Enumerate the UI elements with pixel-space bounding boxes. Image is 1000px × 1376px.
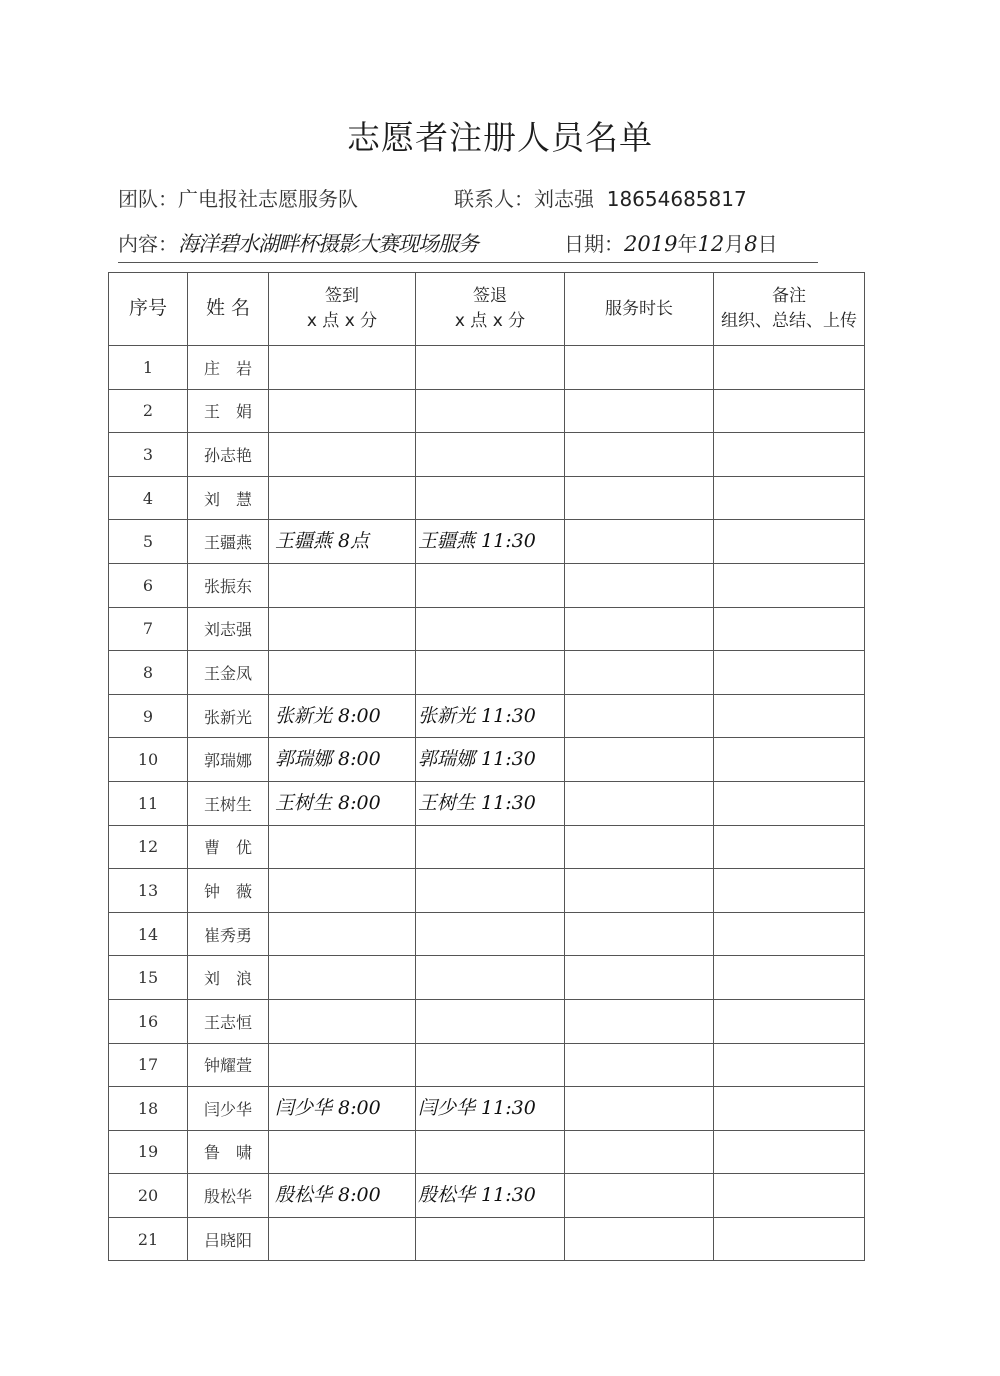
signout-cell <box>416 912 565 956</box>
team-label: 团队： <box>118 187 178 211</box>
table-row <box>109 476 865 520</box>
signin-cell <box>269 389 416 433</box>
signout-cell <box>416 825 565 869</box>
signin-cell <box>269 346 416 390</box>
remarks-cell <box>714 956 865 1000</box>
remarks-cell <box>714 651 865 695</box>
team-value: 广电报社志愿服务队 <box>178 187 358 211</box>
row-name: 刘 浪 <box>188 956 269 1000</box>
row-name: 王树生 <box>188 781 269 825</box>
duration-cell <box>565 563 714 607</box>
duration-cell <box>565 825 714 869</box>
remarks-cell <box>714 346 865 390</box>
table-row <box>109 1174 865 1218</box>
row-number: 2 <box>109 389 188 433</box>
duration-cell <box>565 869 714 913</box>
duration-cell <box>565 607 714 651</box>
row-name: 张振东 <box>188 563 269 607</box>
row-name: 崔秀勇 <box>188 912 269 956</box>
row-number: 17 <box>109 1043 188 1087</box>
col-header-remarks: 备注 组织、总结、上传 <box>714 273 865 346</box>
remarks-cell <box>714 607 865 651</box>
remarks-cell <box>714 912 865 956</box>
row-number: 4 <box>109 476 188 520</box>
signin-cell <box>269 694 416 738</box>
table-row <box>109 999 865 1043</box>
signin-signature: 张新光 8:00 <box>275 704 381 727</box>
duration-cell <box>565 389 714 433</box>
duration-cell <box>565 694 714 738</box>
signin-cell <box>269 738 416 782</box>
signout-cell <box>416 869 565 913</box>
remarks-cell <box>714 520 865 564</box>
row-name: 闫少华 <box>188 1087 269 1131</box>
signin-cell <box>269 912 416 956</box>
duration-cell <box>565 651 714 695</box>
signout-cell <box>416 389 565 433</box>
row-name: 刘 慧 <box>188 476 269 520</box>
row-name: 郭瑞娜 <box>188 738 269 782</box>
row-number: 12 <box>109 825 188 869</box>
content-line <box>118 228 818 263</box>
row-name: 刘志强 <box>188 607 269 651</box>
signout-cell <box>416 607 565 651</box>
date-day-unit: 日 <box>757 232 778 256</box>
signout-cell <box>416 520 565 564</box>
signin-cell <box>269 1130 416 1174</box>
row-number: 3 <box>109 433 188 477</box>
table-row <box>109 694 865 738</box>
signout-cell <box>416 781 565 825</box>
duration-cell <box>565 346 714 390</box>
signout-cell <box>416 433 565 477</box>
duration-cell <box>565 999 714 1043</box>
row-name: 王 娟 <box>188 389 269 433</box>
signout-cell <box>416 563 565 607</box>
table-row <box>109 346 865 390</box>
row-number: 10 <box>109 738 188 782</box>
signout-cell <box>416 1217 565 1261</box>
table-row <box>109 563 865 607</box>
signout-cell <box>416 1043 565 1087</box>
row-number: 7 <box>109 607 188 651</box>
row-name: 殷松华 <box>188 1174 269 1218</box>
duration-cell <box>565 956 714 1000</box>
signout-cell <box>416 956 565 1000</box>
signout-cell <box>416 346 565 390</box>
contact-label: 联系人： <box>454 187 534 211</box>
row-number: 9 <box>109 694 188 738</box>
row-number: 5 <box>109 520 188 564</box>
table-row <box>109 389 865 433</box>
signout-cell <box>416 476 565 520</box>
remarks-cell <box>714 869 865 913</box>
row-number: 8 <box>109 651 188 695</box>
remarks-cell <box>714 563 865 607</box>
duration-cell <box>565 1174 714 1218</box>
date-day: 8 <box>744 232 758 256</box>
duration-cell <box>565 433 714 477</box>
row-name: 张新光 <box>188 694 269 738</box>
remarks-cell <box>714 825 865 869</box>
date-year: 2019 <box>624 232 678 256</box>
signin-cell <box>269 825 416 869</box>
remarks-cell <box>714 433 865 477</box>
date-label: 日期： <box>564 232 624 256</box>
table-row <box>109 1130 865 1174</box>
table-row <box>109 912 865 956</box>
duration-cell <box>565 781 714 825</box>
duration-cell <box>565 476 714 520</box>
row-number: 15 <box>109 956 188 1000</box>
signout-cell <box>416 694 565 738</box>
signout-cell <box>416 651 565 695</box>
date-year-unit: 年 <box>677 232 698 256</box>
signin-signature: 王树生 8:00 <box>275 791 381 814</box>
row-name: 王志恒 <box>188 999 269 1043</box>
signin-signature: 王疆燕 8点 <box>275 530 370 553</box>
signin-cell <box>269 869 416 913</box>
duration-cell <box>565 520 714 564</box>
row-name: 钟耀萱 <box>188 1043 269 1087</box>
row-number: 6 <box>109 563 188 607</box>
signin-cell <box>269 607 416 651</box>
phone-number: 18654685817 <box>606 187 747 211</box>
duration-cell <box>565 1087 714 1131</box>
row-number: 16 <box>109 999 188 1043</box>
table-row <box>109 956 865 1000</box>
col-header-no: 序号 <box>109 273 188 346</box>
remarks-cell <box>714 999 865 1043</box>
table-row <box>109 781 865 825</box>
row-number: 18 <box>109 1087 188 1131</box>
signin-cell <box>269 1043 416 1087</box>
signin-cell <box>269 1087 416 1131</box>
signout-cell <box>416 1087 565 1131</box>
contact-value: 刘志强 <box>534 187 594 211</box>
signin-signature: 郭瑞娜 8:00 <box>275 748 381 771</box>
table-row <box>109 651 865 695</box>
row-name: 吕晓阳 <box>188 1217 269 1261</box>
signin-cell <box>269 433 416 477</box>
row-number: 21 <box>109 1217 188 1261</box>
col-header-duration: 服务时长 <box>565 273 714 346</box>
table-header-row <box>109 273 865 346</box>
signin-signature: 闫少华 8:00 <box>275 1097 381 1120</box>
row-number: 11 <box>109 781 188 825</box>
remarks-cell <box>714 1043 865 1087</box>
signin-signature: 殷松华 8:00 <box>275 1184 381 1207</box>
signout-cell <box>416 1174 565 1218</box>
row-name: 庄 岩 <box>188 346 269 390</box>
table-row <box>109 738 865 782</box>
remarks-cell <box>714 389 865 433</box>
table-row <box>109 607 865 651</box>
row-name: 鲁 啸 <box>188 1130 269 1174</box>
row-name: 王疆燕 <box>188 520 269 564</box>
signin-cell <box>269 476 416 520</box>
row-name: 王金凤 <box>188 651 269 695</box>
team-line <box>118 183 858 212</box>
signout-signature: 王树生 11:30 <box>418 791 536 814</box>
signin-cell <box>269 520 416 564</box>
page-title: 志愿者注册人员名单 <box>347 118 653 157</box>
remarks-cell <box>714 694 865 738</box>
remarks-cell <box>714 476 865 520</box>
date-month-unit: 月 <box>724 232 745 256</box>
signout-signature: 张新光 11:30 <box>418 704 536 727</box>
signout-signature: 王疆燕 11:30 <box>418 530 536 553</box>
col-header-signin: 签到 x 点 x 分 <box>269 273 416 346</box>
date-info <box>564 228 778 257</box>
row-number: 13 <box>109 869 188 913</box>
row-number: 14 <box>109 912 188 956</box>
col-header-signout: 签退 x 点 x 分 <box>416 273 565 346</box>
row-number: 1 <box>109 346 188 390</box>
row-number: 20 <box>109 1174 188 1218</box>
signin-cell <box>269 999 416 1043</box>
signout-signature: 殷松华 11:30 <box>418 1184 536 1207</box>
row-name: 孙志艳 <box>188 433 269 477</box>
col-header-name: 姓 名 <box>188 273 269 346</box>
volunteer-table <box>108 272 865 1261</box>
signin-cell <box>269 956 416 1000</box>
signout-cell <box>416 738 565 782</box>
signout-signature: 郭瑞娜 11:30 <box>418 748 536 771</box>
table-row <box>109 1217 865 1261</box>
duration-cell <box>565 912 714 956</box>
contact-info <box>454 183 747 212</box>
duration-cell <box>565 1043 714 1087</box>
duration-cell <box>565 1130 714 1174</box>
row-name: 曹 优 <box>188 825 269 869</box>
remarks-cell <box>714 1217 865 1261</box>
content-label: 内容： <box>118 232 178 256</box>
signin-cell <box>269 1217 416 1261</box>
date-month: 12 <box>697 232 725 256</box>
signin-cell <box>269 563 416 607</box>
table-row <box>109 869 865 913</box>
signin-cell <box>269 781 416 825</box>
content-value: 海洋碧水湖畔杯摄影大赛现场服务 <box>178 232 478 256</box>
remarks-cell <box>714 1087 865 1131</box>
table-row <box>109 520 865 564</box>
signin-cell <box>269 1174 416 1218</box>
row-number: 19 <box>109 1130 188 1174</box>
signout-cell <box>416 1130 565 1174</box>
signout-cell <box>416 999 565 1043</box>
remarks-cell <box>714 738 865 782</box>
remarks-cell <box>714 1174 865 1218</box>
table-row <box>109 1043 865 1087</box>
table-row <box>109 825 865 869</box>
duration-cell <box>565 738 714 782</box>
table-row <box>109 433 865 477</box>
duration-cell <box>565 1217 714 1261</box>
signin-cell <box>269 651 416 695</box>
signout-signature: 闫少华 11:30 <box>418 1097 536 1120</box>
remarks-cell <box>714 781 865 825</box>
remarks-cell <box>714 1130 865 1174</box>
table-row <box>109 1087 865 1131</box>
row-name: 钟 薇 <box>188 869 269 913</box>
